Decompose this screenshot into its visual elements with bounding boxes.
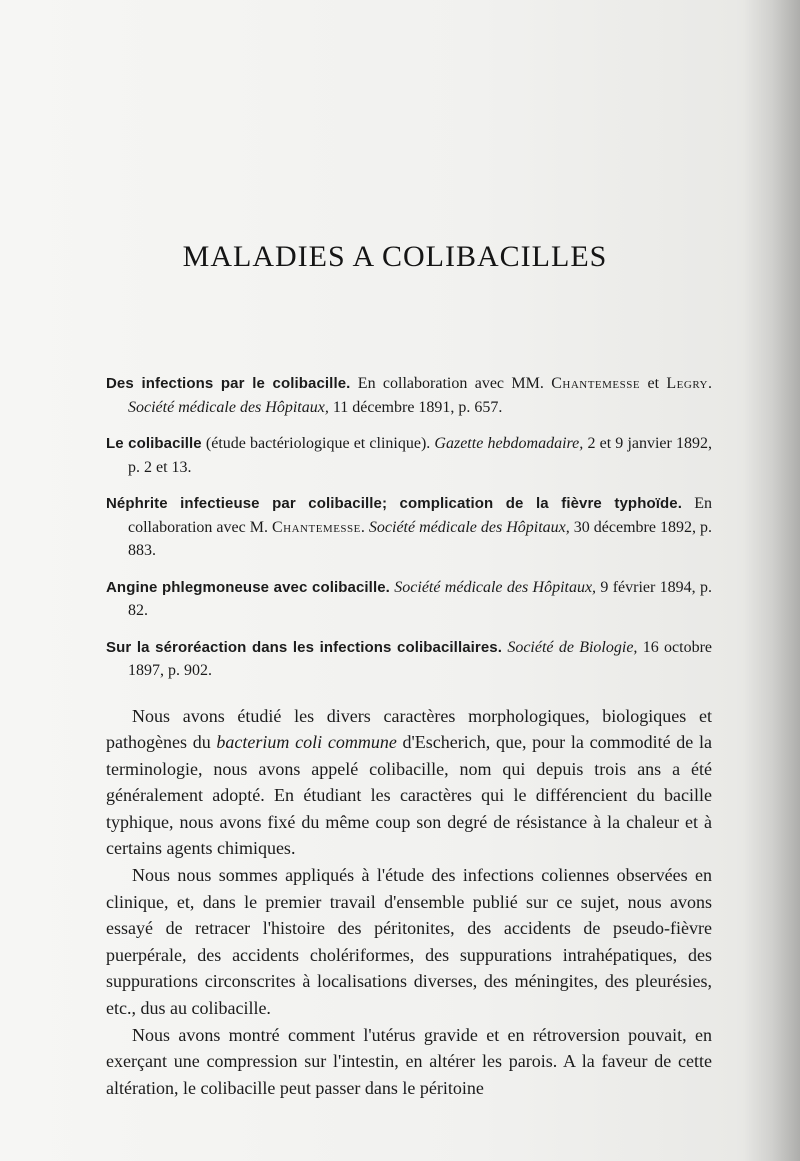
- paragraph-text: d'Escherich, que, pour la commodité de la terminologie, nous avons appelé colibacille, nom qui depuis trois ans a été généralement adopté. En étudiant les caractères qui le différencient du bacille typhique, nous avons fixé du même coup son degré de résistance à la chaleur et à certains agents chimiques.: [106, 732, 712, 859]
- reference-text: En collaboration avec M.: [128, 495, 712, 536]
- reference-title: Néphrite infectieuse par colibacille; complication de la fièvre typhoïde.: [106, 495, 682, 512]
- body-paragraph: [106, 703, 712, 863]
- journal-name: Société de Biologie,: [507, 638, 638, 656]
- species-name: bacterium coli commune: [216, 732, 397, 753]
- reference-text: En collaboration avec MM.: [350, 375, 552, 392]
- paragraph-text: Nous avons étudié les divers caractères morphologiques, biologiques et pathogènes du: [106, 705, 712, 753]
- reference-title: Le colibacille: [106, 435, 202, 452]
- author-name: Legry: [666, 375, 709, 392]
- page-binding-shadow: [744, 0, 800, 1161]
- journal-name: Gazette hebdomadaire,: [434, 435, 584, 452]
- journal-name: Société médicale des Hôpitaux,: [368, 518, 570, 536]
- reference-title: Angine phlegmoneuse avec colibacille.: [106, 578, 390, 596]
- reference-text: .: [708, 375, 713, 392]
- journal-name: Société médicale des Hôpitaux,: [128, 398, 329, 416]
- author-name: Chantemesse: [271, 518, 361, 536]
- body-paragraph: Nous nous sommes appliqués à l'étude des infections coliennes observées en clinique, et, dans le premier travail d'ensemble publié sur ce sujet, nous avons essayé de retracer l'histoire des péritonites, des accidents de pseudo-fièvre puerpérale, des accidents cholériformes, des suppurations intrahépatiques, des suppurations circonscrites à localisations diverses, des méningites, des pleurésies, etc., dus au colibacille.: [106, 865, 712, 1019]
- author-name: Chantemesse: [551, 375, 641, 392]
- reference-title: Des infections par le colibacille.: [106, 375, 351, 392]
- reference-details: 2 et 9 janvier 1892, p. 2 et 13.: [128, 435, 713, 476]
- reference-details: 16 octobre 1897, p. 902.: [128, 638, 713, 679]
- reference-text: et: [640, 375, 667, 392]
- reference-entry: [106, 372, 712, 419]
- reference-details: 30 décembre 1892, p. 883.: [128, 518, 712, 559]
- reference-entry: [106, 492, 712, 563]
- reference-entry: [106, 636, 712, 683]
- reference-text: .: [360, 518, 369, 536]
- reference-title: Sur la séroréaction dans les infections colibacillaires.: [106, 638, 503, 656]
- journal-name: Société médicale des Hôpitaux,: [394, 578, 597, 596]
- reference-details: 11 décembre 1891, p. 657.: [328, 398, 503, 416]
- reference-entry: [106, 576, 712, 623]
- body-paragraph: Nous avons montré comment l'utérus gravide et en rétroversion pouvait, en exerçant une compression sur l'intestin, en altérer les parois. A la faveur de cette altération, le colibacille peut passer dans le péritoine: [106, 1024, 712, 1098]
- page-content: [106, 372, 712, 1101]
- reference-details: 9 février 1894, p. 82.: [128, 578, 712, 619]
- reference-entry: [106, 432, 712, 479]
- chapter-title: MALADIES A COLIBACILLES: [182, 240, 608, 273]
- reference-text: (étude bactériologique et clinique).: [201, 435, 435, 452]
